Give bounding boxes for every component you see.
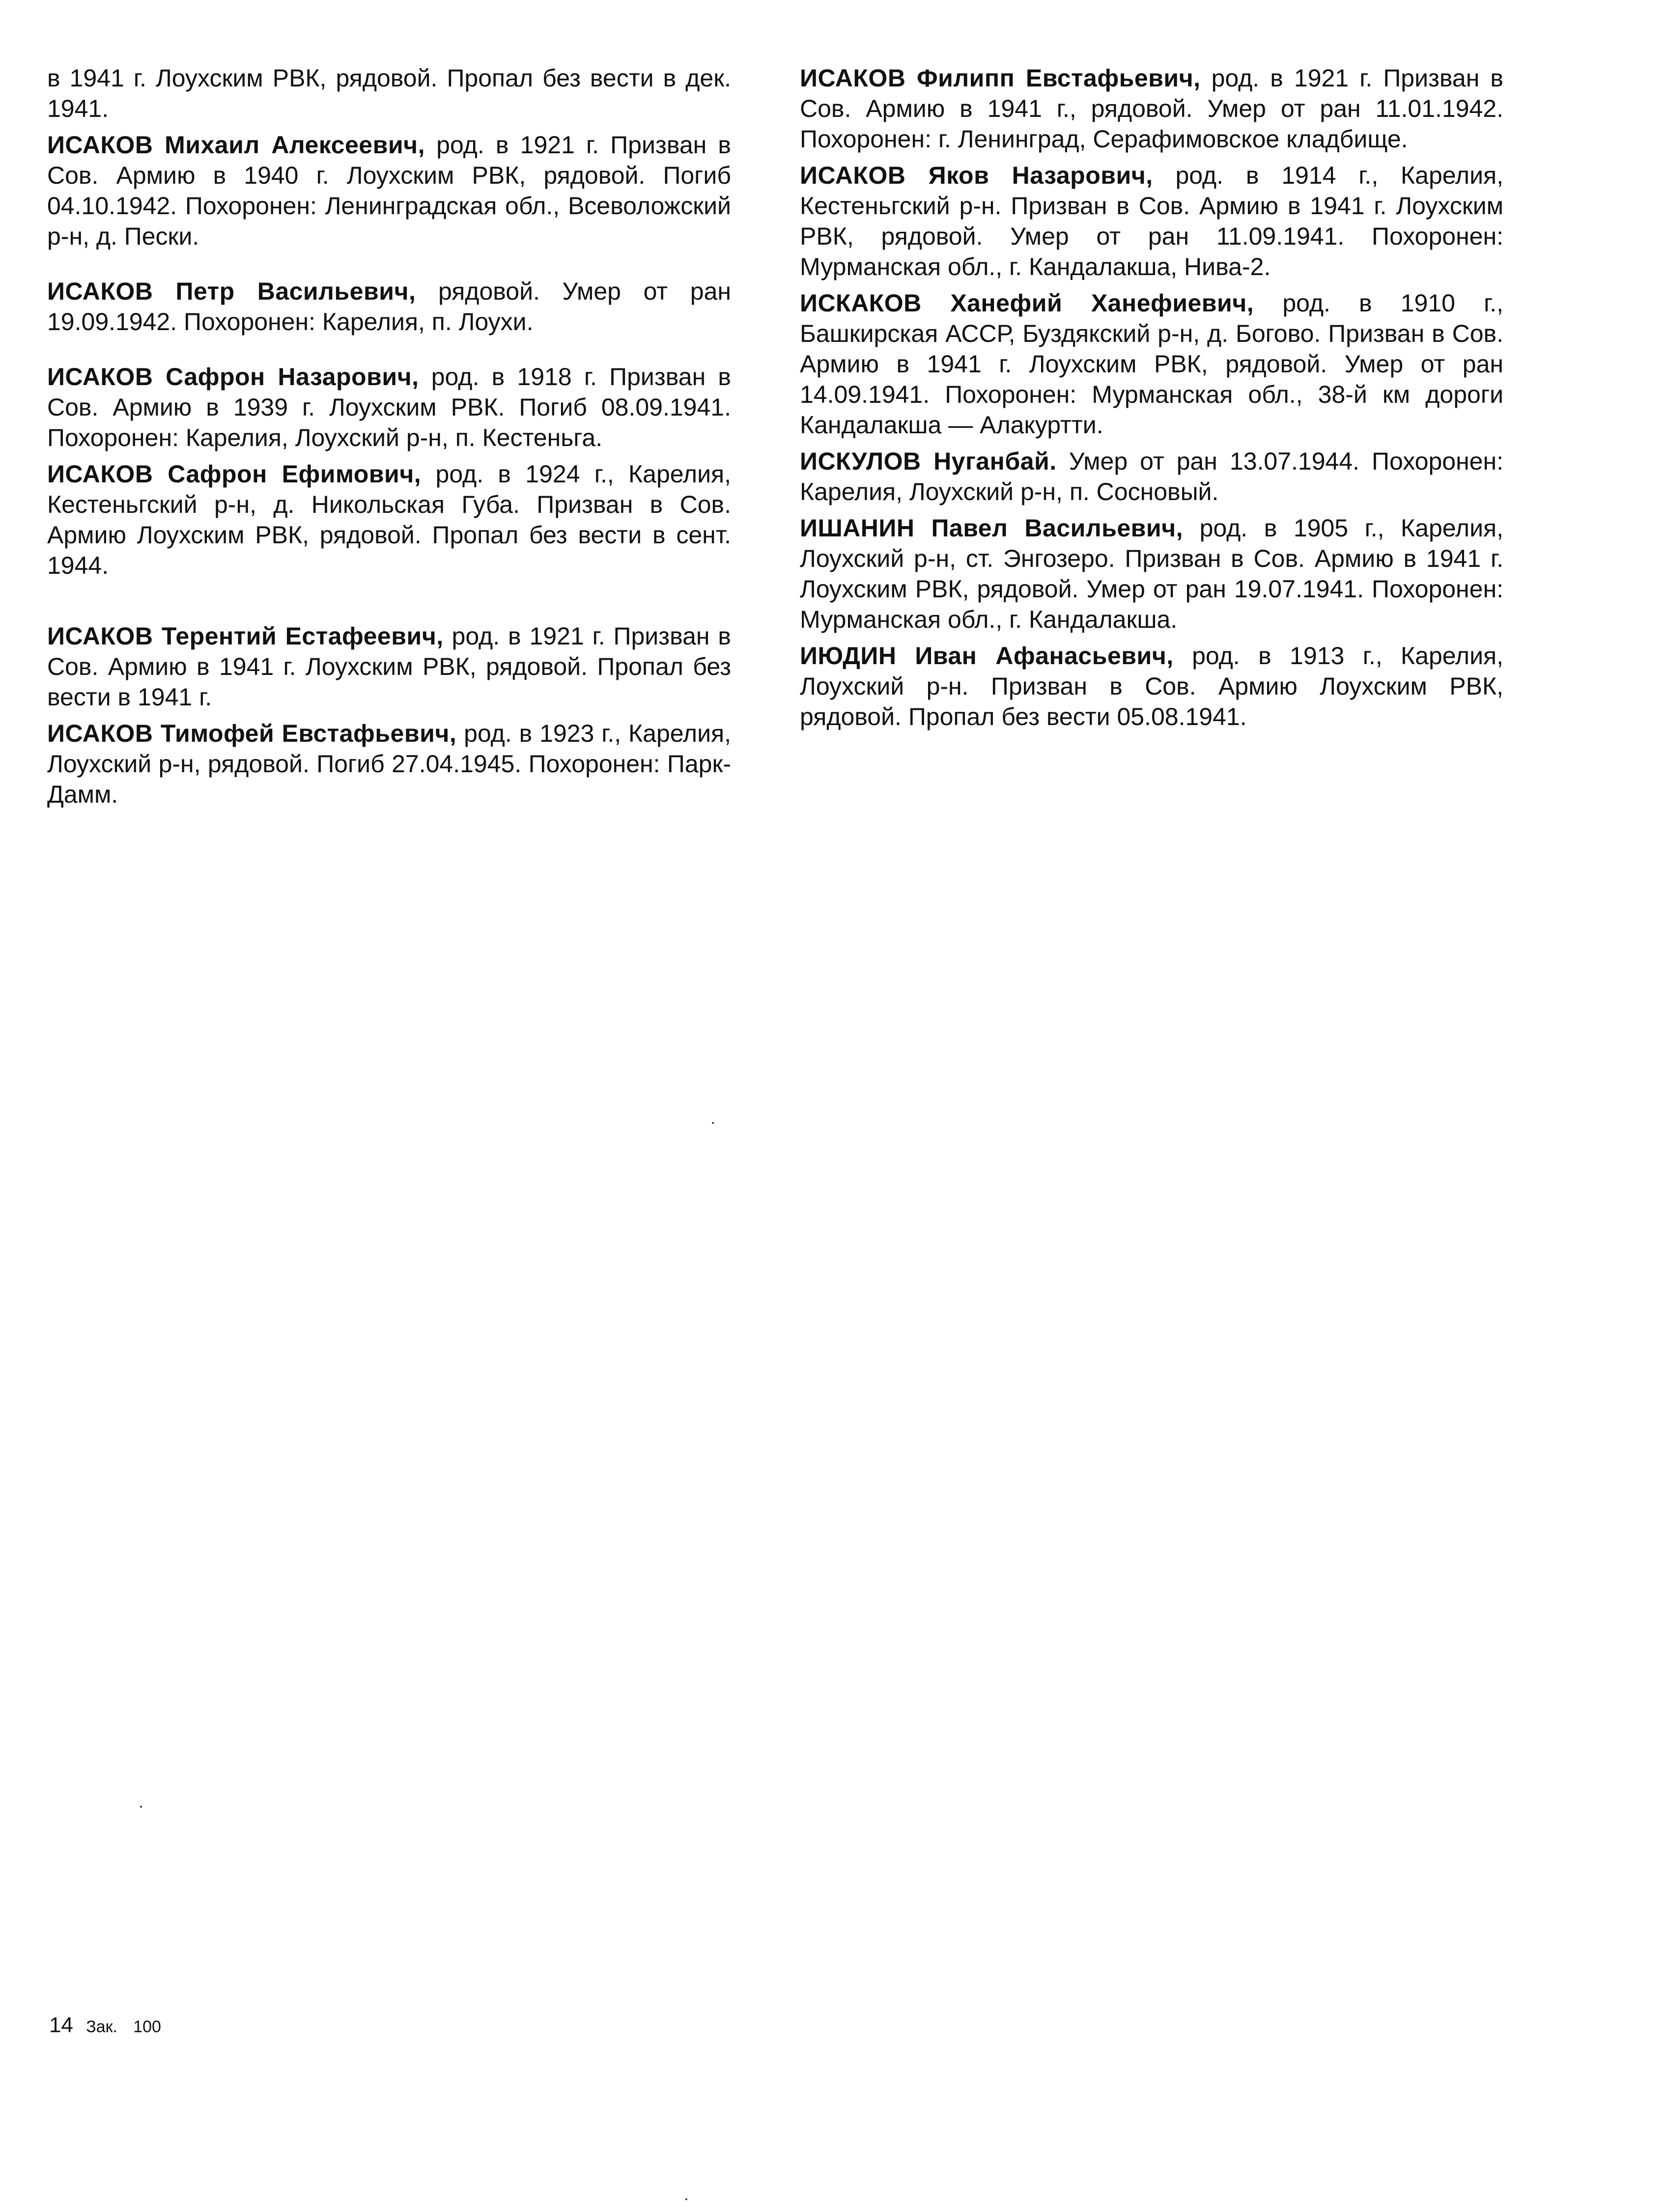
entry-text: род. в 1910 г., Башкирская АССР, Буздякский р-н, д. Богово. Призван в Сов. Армию в 1941 г. Лоухским РВК, рядовой. Умер от ран 14.09.1941. Похоронен: Мурманская обл., 38-й км дороги Кандалакша — Алакуртти. bbox=[800, 289, 1504, 439]
entry-text: в 1941 г. Лоухским РВК, рядовой. Пропал без вести в дек. 1941. bbox=[47, 64, 731, 122]
scan-speck bbox=[140, 1806, 142, 1808]
entry-ishanin-pavel bbox=[800, 513, 1503, 635]
entry-iyudin-ivan bbox=[800, 641, 1503, 732]
entry-isakov-timofey bbox=[47, 718, 731, 810]
entry-isakov-terentiy bbox=[47, 621, 731, 712]
entry-name: ИСАКОВ Сафрон Ефимович, bbox=[47, 460, 422, 488]
entry-name: ИСКУЛОВ Нуганбай. bbox=[800, 448, 1057, 475]
entry-name: ИСАКОВ Михаил Алексеевич, bbox=[47, 131, 425, 159]
order-number: 100 bbox=[133, 2017, 161, 2036]
order-label: Зак. bbox=[86, 2017, 117, 2036]
entry-name: ИШАНИН Павел Васильевич, bbox=[800, 514, 1184, 542]
page-footer bbox=[49, 2013, 161, 2039]
entry-isakov-petr bbox=[47, 276, 731, 337]
entry-name: ИСАКОВ Тимофей Евстафьевич, bbox=[47, 720, 457, 747]
entry-text: род. в 1923 г., Карелия, Лоухский р-н, рядовой. Погиб 27.04.1945. Похоронен: Парк-Дамм. bbox=[47, 720, 731, 808]
entry-text: род. в 1921 г. Призван в Сов. Армию в 1941 г., рядовой. Умер от ран 11.01.1942. Похоронен: г. Ленинград, Серафимовское кладбище. bbox=[800, 64, 1503, 153]
left-column bbox=[47, 63, 731, 810]
entry-text: род. в 1921 г. Призван в Сов. Армию в 1940 г. Лоухским РВК, рядовой. Погиб 04.10.1942. Похоронен: Ленинградская обл., Всеволожский р-н, д. Пески. bbox=[47, 131, 731, 250]
entry-name: ИСАКОВ Сафрон Назарович, bbox=[47, 363, 419, 391]
entry-text: род. в 1914 г., Карелия, Кестеньгский р-н. Призван в Сов. Армию в 1941 г. Лоухским РВК, рядовой. Умер от ран 11.09.1941. Похоронен: Мурманская обл., г. Кандалакша, Нива-2. bbox=[800, 162, 1503, 280]
scan-speck bbox=[685, 2198, 687, 2200]
entry-name: ИСАКОВ Яков Назарович, bbox=[800, 162, 1153, 189]
entry-name: ИСАКОВ Петр Васильевич, bbox=[47, 278, 416, 305]
scan-speck bbox=[712, 1122, 714, 1124]
entry-isakov-mikhail bbox=[47, 130, 731, 252]
entry-continuation bbox=[47, 63, 731, 124]
entry-text: род. в 1918 г. Призван в Сов. Армию в 1939 г. Лоухским РВК. Погиб 08.09.1941. Похоронен: Карелия, Лоухский р-н, п. Кестеньга. bbox=[47, 363, 731, 451]
entry-text: род. в 1913 г., Карелия, Лоухский р-н. Призван в Сов. Армию Лоухским РВК, рядовой. Пропал без вести 05.08.1941. bbox=[800, 642, 1503, 730]
right-column bbox=[800, 63, 1503, 732]
entry-name: ИЮДИН Иван Афанасьевич, bbox=[800, 642, 1174, 670]
entry-isakov-filipp bbox=[800, 63, 1503, 154]
entry-isakov-yakov bbox=[800, 160, 1503, 282]
entry-text: Умер от ран 13.07.1944. Похоронен: Карелия, Лоухский р-н, п. Сосновый. bbox=[800, 448, 1503, 505]
entry-text: род. в 1924 г., Карелия, Кестеньгский р-н, д. Никольская Губа. Призван в Сов. Армию Лоухским РВК, рядовой. Пропал без вести в сент. 1944. bbox=[47, 460, 731, 579]
entry-name: ИСКАКОВ Ханефий Ханефиевич, bbox=[800, 289, 1254, 317]
entry-name: ИСАКОВ Филипп Евстафьевич, bbox=[800, 64, 1201, 92]
entry-isakov-safron-n bbox=[47, 362, 731, 453]
entry-text: род. в 1905 г., Карелия, Лоухский р-н, ст. Энгозеро. Призван в Сов. Армию в 1941 г. Лоухским РВК, рядовой. Умер от ран 19.07.1941. Похоронен: Мурманская обл., г. Кандалакша. bbox=[800, 514, 1503, 633]
entry-text: род. в 1921 г. Призван в Сов. Армию в 1941 г. Лоухским РВК, рядовой. Пропал без вести в 1941 г. bbox=[47, 622, 731, 711]
entry-iskulov-nuganbay bbox=[800, 446, 1503, 507]
entry-name: ИСАКОВ Терентий Естафеевич, bbox=[47, 622, 444, 650]
entry-text: рядовой. Умер от ран 19.09.1942. Похоронен: Карелия, п. Лоухи. bbox=[47, 278, 731, 336]
entry-iskakov-khanefiy bbox=[800, 288, 1503, 440]
entry-isakov-safron-e bbox=[47, 459, 731, 581]
page-number: 14 bbox=[49, 2013, 73, 2037]
